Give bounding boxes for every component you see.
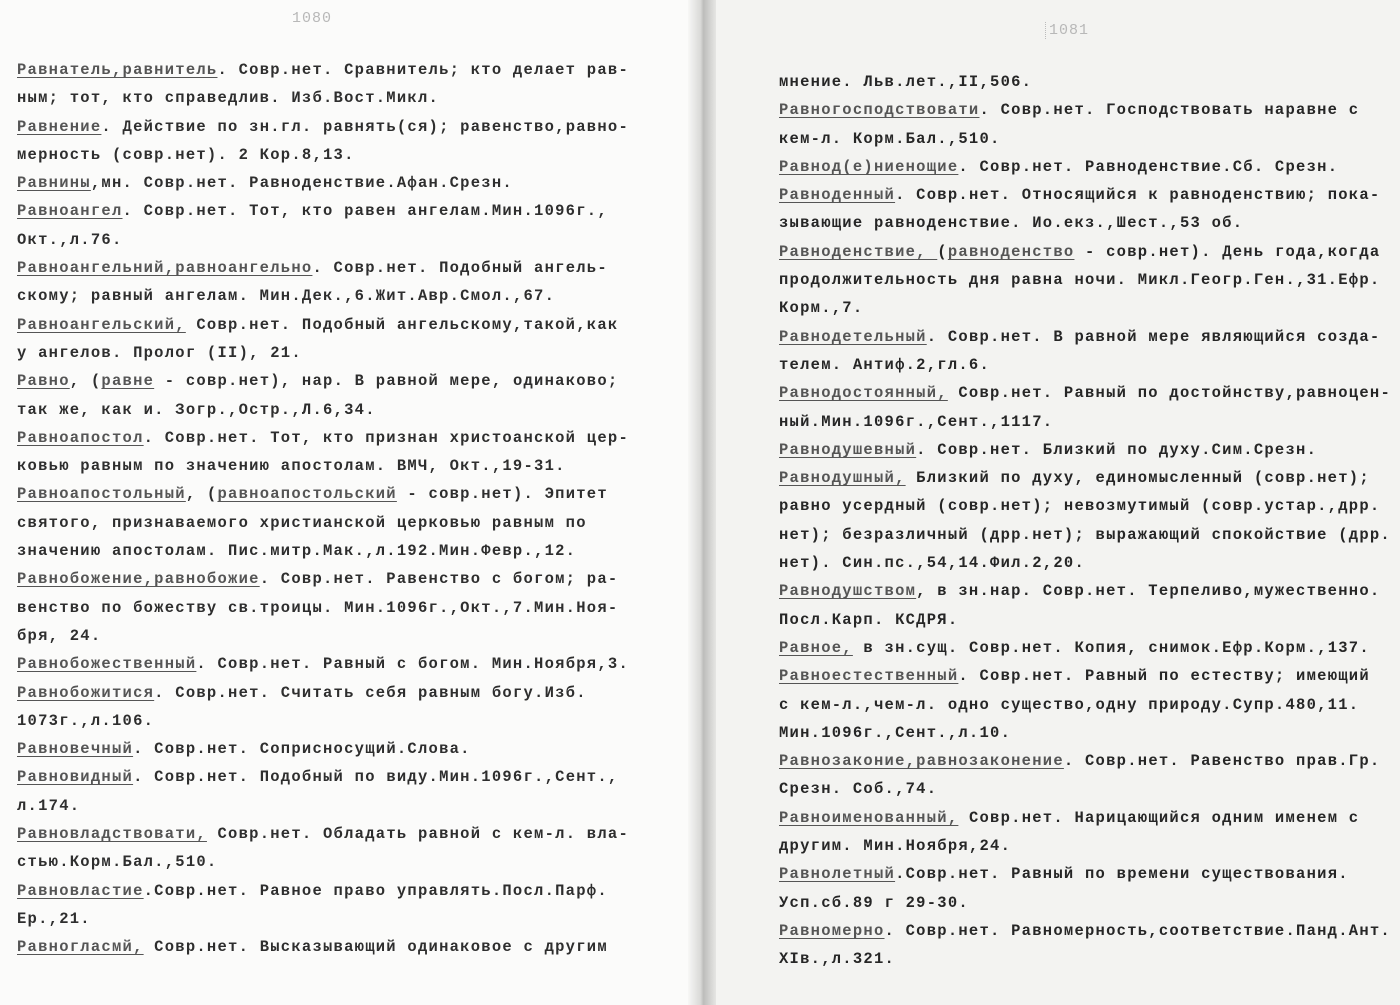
text-line: [17, 848, 629, 876]
entry-headword: Равновластие: [17, 881, 144, 900]
entry-headword: Равнины: [17, 174, 91, 193]
entry-text: Ер.,21.: [17, 909, 91, 928]
entry-text: Совр.нет. Подобный ангельскому,такой,как: [185, 315, 619, 334]
text-line: [17, 452, 629, 480]
text-line: [779, 351, 1391, 379]
text-line: [17, 141, 629, 169]
entry-text: . Совр.нет. Относящийся к равноденствию; пока-: [895, 186, 1381, 205]
entry-headword: равноденство: [947, 242, 1075, 261]
text-line: [17, 820, 629, 848]
entry-text: другим. Мин.Ноября,24.: [779, 837, 1012, 856]
text-line: [17, 650, 629, 678]
text-line: [779, 945, 1391, 973]
entry-headword: Равноденный: [779, 186, 896, 205]
entry-headword: Равноангельский,: [17, 315, 186, 334]
text-line: [17, 707, 629, 735]
text-line: [779, 832, 1391, 860]
text-line: [17, 763, 629, 791]
text-line: [17, 480, 629, 508]
text-line: [779, 238, 1391, 266]
text-line: [779, 294, 1391, 322]
text-line: [779, 209, 1391, 237]
entry-text: мерность (совр.нет). 2 Кор.8,13.: [17, 145, 355, 164]
text-line: [779, 719, 1391, 747]
entry-headword: Равно: [17, 372, 70, 391]
entry-text: телем. Антиф.2,гл.6.: [779, 355, 991, 374]
entry-text: скому; равный ангелам. Мин.Дек.,6.Жит.Авр.Смол.,67.: [17, 287, 556, 306]
entry-text: , (: [69, 372, 102, 391]
entry-text: с кем-л.,чем-л. одно существо,одну природу.Супр.480,11.: [779, 695, 1360, 714]
entry-headword: Равногласмй,: [17, 938, 144, 957]
text-line: [779, 747, 1391, 775]
entry-text: - совр.нет). День года,когда: [1074, 242, 1381, 261]
text-line: [17, 509, 629, 537]
text-line: [779, 691, 1391, 719]
text-line: [779, 521, 1391, 549]
entry-text: Срезн. Соб.,74.: [779, 780, 938, 799]
text-line: [779, 266, 1391, 294]
text-line: [779, 577, 1391, 605]
dictionary-entries: [17, 56, 629, 962]
entry-text: кем-л. Корм.Бал.,510.: [779, 129, 1001, 148]
text-line: [17, 84, 629, 112]
entry-text: . Совр.нет. Тот, кто равен ангелам.Мин.1096г.,: [122, 202, 608, 221]
text-line: [779, 662, 1391, 690]
text-line: [779, 549, 1391, 577]
entry-text: . Совр.нет. Равенство прав.Гр.: [1063, 752, 1381, 771]
entry-text: продолжительность дня равна ночи. Микл.Геогр.Ген.,31.Ефр.: [779, 271, 1381, 290]
entry-text: равно усердный (совр.нет); невозмутимый (совр.устар.,дрр.: [779, 497, 1381, 516]
entry-text: (: [937, 242, 948, 261]
text-line: [17, 367, 629, 395]
entry-text: ,мн. Совр.нет. Равноденствие.Афан.Срезн.: [90, 174, 513, 193]
entry-text: ковью равным по значению апостолам. ВМЧ, Окт.,19-31.: [17, 457, 566, 476]
entry-text: нет); безразличный (дрр.нет); выражающий спокойствие (дрр.: [779, 525, 1391, 544]
text-line: [17, 311, 629, 339]
text-line: [17, 735, 629, 763]
text-line: [17, 197, 629, 225]
entry-headword: Равновидный: [17, 768, 134, 787]
entry-headword: Равнение: [17, 117, 102, 136]
entry-text: 1073г.,л.106.: [17, 711, 155, 730]
entry-headword: Равномерно: [779, 921, 885, 940]
entry-headword: Равногосподствовати: [779, 101, 980, 120]
entry-headword: Равнод(е)ниенощие: [779, 157, 959, 176]
entry-text: святого, признаваемого христианской церковью равным по: [17, 513, 587, 532]
entry-text: ным; тот, кто справедлив. Изб.Вост.Микл.: [17, 89, 440, 108]
entry-text: . Совр.нет. Подобный по виду.Мин.1096г.,Сент.,: [133, 768, 619, 787]
entry-text: так же, как и. Зогр.,Остр.,Л.6,34.: [17, 400, 376, 419]
entry-text: зывающие равноденствие. Ио.екз.,Шест.,53 об.: [779, 214, 1244, 233]
text-line: [779, 804, 1391, 832]
entry-text: л.174.: [17, 796, 81, 815]
text-line: [779, 408, 1391, 436]
entry-text: . Совр.нет. Равный по естеству; имеющий: [958, 667, 1370, 686]
entry-text: . Совр.нет. Равномерность,соответствие.Панд.Ант.: [884, 921, 1391, 940]
text-line: [779, 860, 1391, 888]
entry-text: .Совр.нет. Равное право управлять.Посл.Парф.: [143, 881, 608, 900]
text-line: [17, 254, 629, 282]
text-line: [779, 606, 1391, 634]
entry-text: значению апостолам. Пис.митр.Мак.,л.192.Мин.Февр.,12.: [17, 542, 577, 561]
text-line: [779, 125, 1391, 153]
text-line: [779, 889, 1391, 917]
entry-text: . Совр.нет. Господствовать наравне с: [979, 101, 1360, 120]
text-line: [17, 396, 629, 424]
entry-headword: Равноименованный,: [779, 808, 959, 827]
text-line: [17, 282, 629, 310]
entry-text: нет). Син.пс.,54,14.Фил.2,20.: [779, 554, 1085, 573]
entry-text: . Совр.нет. В равной мере являющийся созда-: [926, 327, 1381, 346]
entry-text: . Совр.нет. Подобный ангель-: [312, 259, 608, 278]
entry-text: Совр.нет. Нарицающийся одним именем с: [958, 808, 1360, 827]
text-line: [17, 169, 629, 197]
entry-text: Усп.сб.89 г 29-30.: [779, 893, 969, 912]
page-number: 1081: [1045, 22, 1089, 39]
entry-text: . Совр.нет. Равноденствие.Сб. Срезн.: [958, 157, 1339, 176]
entry-text: ный.Мин.1096г.,Сент.,1117.: [779, 412, 1054, 431]
entry-text: Близкий по духу, единомысленный (совр.нет);: [905, 469, 1370, 488]
entry-headword: Равноестественный: [779, 667, 959, 686]
text-line: [17, 537, 629, 565]
entry-headword: Равноангельний,равноангельно: [17, 259, 313, 278]
dictionary-entries: [779, 68, 1391, 974]
entry-text: , (: [185, 485, 218, 504]
entry-headword: равноапостольский: [217, 485, 397, 504]
text-line: [17, 679, 629, 707]
text-line: [779, 775, 1391, 803]
entry-text: . Совр.нет. Считать себя равным богу.Изб.: [154, 683, 587, 702]
entry-text: , в зн.нар. Совр.нет. Терпеливо,мужественно.: [916, 582, 1381, 601]
entry-text: венство по божеству св.троицы. Мин.1096г.,Окт.,7.Мин.Ноя-: [17, 598, 619, 617]
entry-headword: Равнодетельный: [779, 327, 927, 346]
entry-headword: Равновладствовати,: [17, 825, 207, 844]
text-line: [779, 492, 1391, 520]
entry-text: Совр.нет. Обладать равной с кем-л. вла-: [206, 825, 629, 844]
entry-text: стью.Корм.Бал.,510.: [17, 853, 218, 872]
entry-text: бря, 24.: [17, 626, 102, 645]
entry-text: мнение. Льв.лет.,II,506.: [779, 73, 1033, 91]
entry-text: - совр.нет). Эпитет: [396, 485, 608, 504]
entry-text: .Совр.нет. Равный по времени существования.: [895, 865, 1349, 884]
entry-headword: Равнодушевный: [779, 440, 917, 459]
text-line: [17, 565, 629, 593]
entry-headword: равне: [101, 372, 155, 391]
entry-text: Мин.1096г.,Сент.,л.10.: [779, 723, 1012, 742]
entry-text: Совр.нет. Равный по достойнству,равноцен-: [947, 384, 1391, 403]
entry-text: Посл.Карп. КСДРЯ.: [779, 610, 959, 629]
entry-headword: Равнобожение,равнобожие: [17, 570, 260, 589]
entry-text: . Совр.нет. Соприсносущий.Слова.: [133, 740, 471, 759]
text-line: [779, 153, 1391, 181]
text-line: [779, 181, 1391, 209]
entry-headword: Равноапостольный: [17, 485, 186, 504]
entry-headword: Равнозаконие,равнозаконение: [779, 752, 1064, 771]
text-line: [17, 622, 629, 650]
text-line: [779, 436, 1391, 464]
text-line: [779, 379, 1391, 407]
text-line: [17, 113, 629, 141]
text-line: [17, 226, 629, 254]
entry-headword: Равнобожитися: [17, 683, 155, 702]
entry-headword: Равноангел: [17, 202, 123, 221]
text-line: [17, 56, 629, 84]
text-line: [17, 877, 629, 905]
text-line: [17, 933, 629, 961]
page-number: 1080: [292, 10, 333, 27]
text-line: [17, 594, 629, 622]
book-spine-gutter: [688, 0, 716, 1005]
entry-headword: Равнатель,равнитель: [17, 61, 218, 79]
entry-headword: Равновечный: [17, 740, 134, 759]
entry-text: у ангелов. Пролог (II), 21.: [17, 343, 302, 362]
entry-text: . Совр.нет. Близкий по духу.Сим.Срезн.: [916, 440, 1318, 459]
entry-text: в зн.сущ. Совр.нет. Копия, снимок.Ефр.Корм.,137.: [852, 638, 1370, 657]
entry-headword: Равнобожественный: [17, 655, 197, 674]
entry-text: Корм.,7.: [779, 299, 864, 318]
text-line: [17, 792, 629, 820]
entry-headword: Равноапостол: [17, 428, 144, 447]
entry-text: Окт.,л.76.: [17, 230, 123, 249]
entry-text: XIв.,л.321.: [779, 950, 896, 969]
text-line: [779, 917, 1391, 945]
entry-text: . Действие по зн.гл. равнять(ся); равенство,равно-: [101, 117, 629, 136]
entry-headword: Равнодостоянный,: [779, 384, 948, 403]
entry-text: - совр.нет), нар. В равной мере, одинаково;: [154, 372, 619, 391]
text-line: [779, 634, 1391, 662]
entry-text: . Совр.нет. Тот, кто признан христоанской цер-: [143, 428, 629, 447]
text-line: [779, 323, 1391, 351]
text-line: [779, 464, 1391, 492]
entry-headword: Равнодушством: [779, 582, 917, 601]
text-line: [17, 339, 629, 367]
entry-headword: Равнолетный: [779, 865, 896, 884]
right-page: [700, 0, 1400, 1005]
entry-text: Совр.нет. Высказывающий одинаковое с другим: [143, 938, 608, 957]
text-line: [779, 96, 1391, 124]
entry-text: . Совр.нет. Сравнитель; кто делает рав-: [217, 61, 629, 79]
entry-headword: Равное,: [779, 638, 853, 657]
text-line: [17, 424, 629, 452]
text-line: [779, 68, 1391, 96]
entry-headword: Равноденствие,: [779, 242, 938, 261]
entry-text: . Совр.нет. Равенство с богом; ра-: [259, 570, 619, 589]
entry-text: . Совр.нет. Равный с богом. Мин.Ноября,3.: [196, 655, 630, 674]
text-line: [17, 905, 629, 933]
entry-headword: Равнодушный,: [779, 469, 906, 488]
